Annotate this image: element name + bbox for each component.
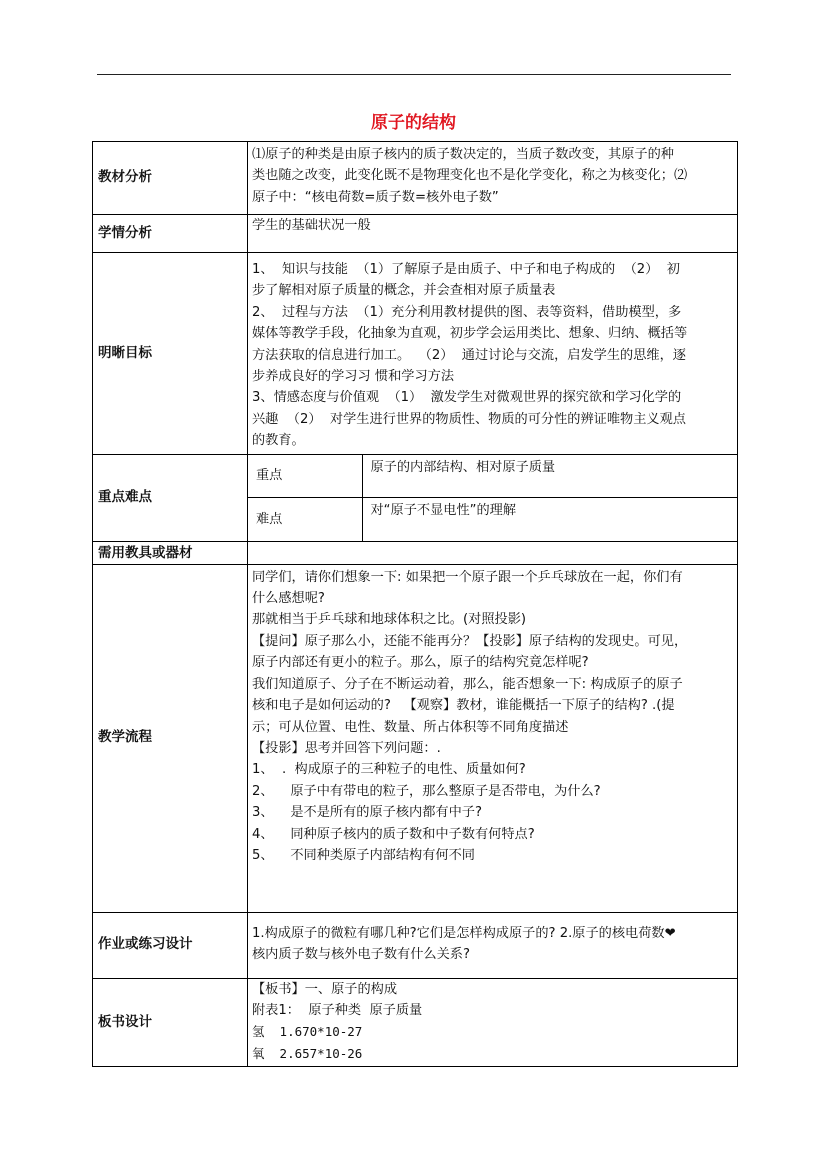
text-line: 氢 1.670*10-27	[252, 1024, 363, 1040]
text-line: 学生的基础状况一般	[252, 218, 371, 233]
row-content	[248, 454, 738, 541]
text-line: 3、 是不是所有的原子核内都有中子?	[252, 805, 482, 821]
text-line: 示；可从位置、电性、数量、所占体积等不同角度描述	[252, 719, 569, 735]
text-line: 兴趣 （2） 对学生进行世界的物质性、物质的可分性的辨证唯物主义观点	[252, 411, 686, 427]
text-line: 5、 不同种类原子内部结构有何不同	[252, 847, 475, 863]
document-title: 原子的结构	[371, 113, 456, 133]
text-line: 2、 原子中有带电的粒子，那么整原子是否带电，为什么?	[252, 783, 601, 799]
key-point-text: 原子的内部结构、相对原子质量	[362, 455, 737, 498]
text-line: 4、 同种原子核内的质子数和中子数有何特点?	[252, 826, 535, 842]
text-line: 步养成良好的学习习 惯和学习方法	[252, 369, 455, 385]
row-label: 教材分析	[93, 142, 248, 215]
key-points-subtable	[248, 455, 737, 541]
row-textbook-analysis	[93, 142, 738, 215]
text-line: 类也随之改变，此变化既不是物理变化也不是化学变化，称之为核变化；⑵	[252, 168, 688, 184]
text-line: 方法获取的信息进行加工。 （2） 通过讨论与交流，启发学生的思维，逐	[252, 347, 686, 363]
row-student-analysis	[93, 215, 738, 253]
difficult-point-text: 对“原子不显电性”的理解	[370, 503, 517, 519]
row-content	[248, 142, 738, 215]
text-line: 什么感想呢?	[252, 591, 325, 607]
text-line: 【板书】一、原子的构成	[252, 981, 398, 997]
text-line: ⑴原子的种类是由原子核内的质子数决定的，当质子数改变，其原子的种	[252, 147, 674, 162]
row-content	[248, 564, 738, 912]
text-line: 原子内部还有更小的粒子。那么，原子的结构究竟怎样呢?	[252, 655, 589, 671]
row-label: 需用教具或器材	[93, 541, 248, 564]
row-homework-design	[93, 912, 738, 978]
row-label: 明晰目标	[93, 253, 248, 455]
text-line: 同学们，请你们想象一下: 如果把一个原子跟一个乒乓球放在一起，你们有	[252, 569, 683, 585]
row-teaching-process	[93, 564, 738, 912]
key-point-label: 重点	[248, 455, 362, 498]
text-line: 1、 知识与技能 （1）了解原子是由质子、中子和电子构成的 （2） 初	[252, 262, 680, 277]
text-line: 附表1： 原子种类 原子质量	[252, 1003, 423, 1019]
text-line: 的教育。	[252, 433, 305, 449]
difficult-point-label: 难点	[248, 498, 362, 541]
text-line: 【投影】思考并回答下列问题：.	[252, 740, 441, 756]
row-blackboard-design	[93, 978, 738, 1067]
row-teaching-aids	[93, 541, 738, 564]
header-rule	[97, 74, 731, 75]
text-line: 1、 . 构成原子的三种粒子的电性、质量如何?	[252, 762, 526, 778]
row-objectives	[93, 253, 738, 455]
text-line: 1.构成原子的微粒有哪几种?它们是怎样构成原子的? 2.原子的核电荷数❤	[252, 925, 676, 941]
text-line: 2、 过程与方法 （1）充分利用教材提供的图、表等资料，借助模型，多	[252, 304, 682, 320]
text-line: 步了解相对原子质量的概念，并会查相对原子质量表	[252, 283, 556, 299]
row-label: 学情分析	[93, 215, 248, 253]
row-key-difficult-points	[93, 454, 738, 541]
text-line: 核内质子数与核外电子数有什么关系?	[252, 947, 470, 963]
row-label: 板书设计	[93, 978, 248, 1067]
row-label: 重点难点	[93, 454, 248, 541]
row-content	[248, 978, 738, 1067]
text-line: 原子中：“核电荷数=质子数=核外电子数”	[252, 189, 499, 205]
row-label: 作业或练习设计	[93, 912, 248, 978]
text-line: 氧 2.657*10-26	[252, 1045, 363, 1061]
row-content	[248, 253, 738, 455]
row-content	[248, 912, 738, 978]
row-label: 教学流程	[93, 564, 248, 912]
text-line: 那就相当于乒乓球和地球体积之比。(对照投影)	[252, 612, 527, 628]
text-line: 【提问】原子那么小，还能不能再分？【投影】原子结构的发现史。可见，	[252, 633, 688, 649]
text-line: 媒体等教学手段，化抽象为直观，初步学会运用类比、想象、归纳、概括等	[252, 326, 688, 342]
text-line: 3、情感态度与价值观 （1） 激发学生对微观世界的探究欲和学习化学的	[252, 390, 682, 406]
lesson-plan-table	[92, 141, 738, 1067]
row-content	[248, 215, 738, 253]
text-line: 我们知道原子、分子在不断运动着，那么，能否想象一下: 构成原子的原子	[252, 676, 683, 692]
text-line: 核和电子是如何运动的? 【观察】教材，谁能概括一下原子的结构? .(提	[252, 698, 675, 714]
row-content	[248, 541, 738, 564]
